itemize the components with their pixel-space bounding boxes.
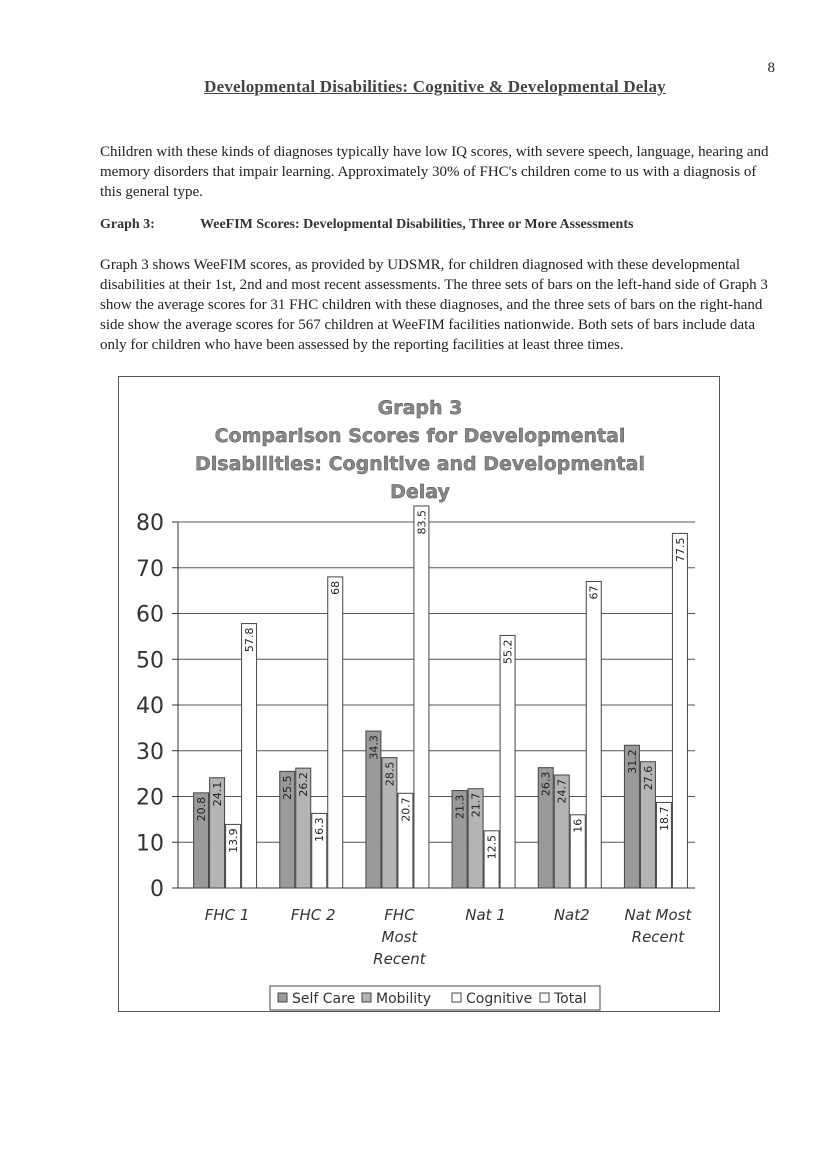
y-tick-label: 40 (136, 694, 164, 719)
x-tick-label: Nat2 (553, 906, 590, 924)
data-label: 68 (329, 580, 343, 595)
legend-label: Total (554, 991, 587, 1007)
data-label: 21.3 (453, 794, 467, 820)
y-tick-label: 10 (136, 831, 164, 857)
legend-swatch (452, 993, 461, 1002)
bar-total (586, 581, 601, 888)
data-label: 26.3 (539, 771, 553, 797)
y-tick-label: 30 (136, 739, 164, 765)
bar-total (500, 635, 515, 888)
legend-swatch (540, 993, 549, 1002)
x-tick-label: Most (381, 928, 418, 946)
chart-title-line: Comparison Scores for Developmental (214, 425, 626, 447)
x-tick-label: Nat 1 (465, 906, 506, 924)
legend-swatch (362, 993, 371, 1002)
data-label: 12.5 (485, 834, 499, 860)
description-paragraph: Graph 3 shows WeeFIM scores, as provided by UDSMR, for children diagnosed with these developmental disabilities at their 1st, 2nd and most recent assessments. The three sets of bars on the left-hand side of Graph 3 show the average scores for 31 FHC children with these diagnoses, and the three sets of bars on the right-hand side show the average scores for 567 children at WeeFIM facilities nationwide. Both sets of bars include data only for children who have been assessed by the reporting facilities at least three times. (100, 257, 768, 353)
data-label: 55.2 (501, 639, 515, 664)
graph-label: Graph 3: (100, 217, 155, 232)
x-tick-label: Recent (631, 928, 685, 946)
x-tick-label: Recent (373, 950, 426, 968)
data-label: 83.5 (415, 509, 429, 535)
x-tick-label: FHC 1 (204, 906, 250, 924)
y-tick-label: 0 (150, 877, 164, 902)
legend-swatch (278, 993, 287, 1002)
y-tick-label: 50 (136, 648, 164, 674)
data-label: 27.6 (641, 765, 655, 791)
data-label: 18.7 (657, 806, 671, 831)
x-tick-label: FHC (384, 906, 415, 924)
data-label: 57.8 (243, 627, 257, 653)
chart-title-line: Disabilities: Cognitive and Developmental (195, 453, 645, 475)
bar-total (242, 624, 257, 888)
data-label: 31.2 (625, 749, 639, 774)
data-label: 13.9 (227, 828, 241, 853)
page-number: 8 (767, 60, 775, 76)
data-label: 24.1 (211, 781, 225, 807)
data-label: 20.7 (399, 797, 413, 822)
data-label: 77.5 (673, 537, 687, 562)
chart-title-line: Graph 3 (377, 397, 463, 419)
y-tick-label: 20 (136, 785, 164, 811)
data-label: 34.3 (367, 735, 381, 760)
data-label: 16.3 (313, 817, 327, 842)
data-label: 20.8 (195, 796, 209, 822)
y-tick-label: 80 (136, 511, 164, 536)
legend-label: Mobility (376, 991, 431, 1007)
data-label: 28.5 (383, 761, 397, 787)
bar-total (672, 533, 687, 888)
document-title: Developmental Disabilities: Cognitive & Developmental Delay (204, 77, 666, 96)
intro-paragraph: Children with these kinds of diagnoses typically have low IQ scores, with severe speech, language, hearing and memory disorders that impair learning. Approximately 30% of FHC's children come to us with a diagnosis of this general type. (100, 144, 769, 200)
data-label: 24.7 (555, 778, 569, 804)
bar-total (414, 506, 429, 888)
graph-heading-text: WeeFIM Scores: Developmental Disabilities, Three or More Assessments (200, 217, 634, 232)
y-tick-label: 70 (136, 556, 164, 582)
y-tick-label: 60 (136, 602, 164, 628)
legend-label: Cognitive (466, 991, 533, 1007)
chart-title-line: Delay (390, 481, 450, 503)
data-label: 25.5 (281, 775, 295, 800)
x-tick-label: FHC 2 (290, 906, 336, 924)
bar-total (328, 577, 343, 888)
x-tick-label: Nat Most (624, 906, 692, 924)
data-label: 26.2 (297, 772, 311, 797)
legend-label: Self Care (292, 991, 356, 1007)
data-label: 67 (587, 585, 601, 600)
data-label: 16 (571, 818, 585, 833)
data-label: 21.7 (469, 792, 483, 818)
